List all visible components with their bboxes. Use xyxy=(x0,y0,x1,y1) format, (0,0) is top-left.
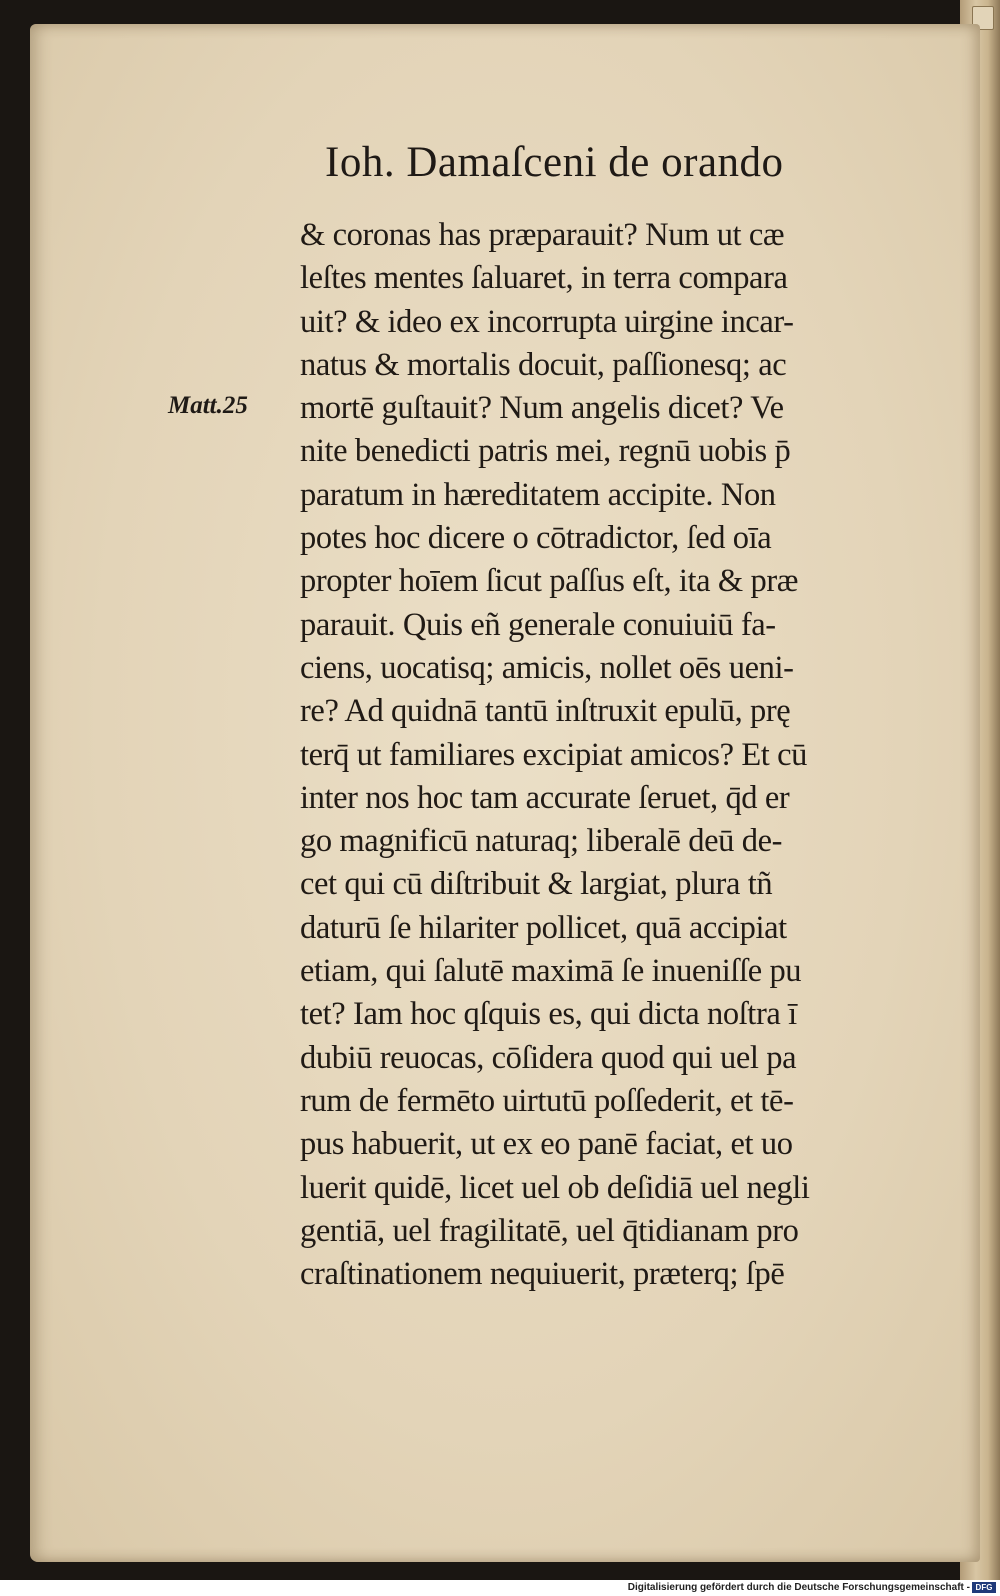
dfg-logo: DFG xyxy=(972,1582,996,1593)
text-line: terq̄ ut familiares excipiat amicos? Et cū xyxy=(300,736,807,773)
text-line: mortē guſtauit? Num angelis dicet? Ve xyxy=(300,390,784,427)
text-line: leſtes mentes ſaluaret, in terra compara xyxy=(300,260,788,297)
text-line: & coronas has præparauit? Num ut cæ xyxy=(300,217,785,253)
text-line: natus & mortalis docuit, paſſionesq; ac xyxy=(300,346,787,383)
text-line: paratum in hæreditatem accipite. Non xyxy=(300,476,776,513)
text-line: craſtinationem nequiuerit, præterq; ſpē xyxy=(300,1256,785,1293)
text-line: pus habuerit, ut ex eo panē faciat, et uo xyxy=(300,1126,793,1163)
text-line: potes hoc dicere o cōtradictor, ſed oīa xyxy=(300,520,772,557)
text-line: gentiā, uel fragilitatē, uel q̄tidianam pro xyxy=(300,1212,799,1249)
text-line: re? Ad quidnā tantū inſtruxit epulū, prę xyxy=(300,693,791,730)
text-line: cet qui cū diſtribuit & largiat, plura tñ xyxy=(300,866,773,903)
body-text xyxy=(300,214,940,1296)
text-line: uit? & ideo ex incorrupta uirgine incar- xyxy=(300,303,794,340)
text-line: inter nos hoc tam accurate ſeruet, q̄d er xyxy=(300,779,790,816)
text-line: go magnificū naturaq; liberalē deū de- xyxy=(300,823,783,860)
text-line: luerit quidē, licet uel ob deſidiā uel negli xyxy=(300,1169,810,1206)
text-line: propter hoīem ſicut paſſus eſt, ita & præ xyxy=(300,563,799,600)
text-line: dubiū reuocas, cōſidera quod qui uel pa xyxy=(300,1039,797,1076)
text-line: nite benedicti patris mei, regnū uobis p̄ xyxy=(300,433,791,470)
text-line: daturū ſe hilariter pollicet, quā accipiat xyxy=(300,909,787,946)
text-line: parauit. Quis eñ generale conuiuiū fa- xyxy=(300,606,776,643)
running-head: Ioh. Damaſceni de orando xyxy=(325,139,784,186)
margin-note: Matt.25 xyxy=(168,392,248,419)
text-line: etiam, qui ſalutē maximā ſe inueniſſe pu xyxy=(300,953,802,990)
digitization-credit: Digitalisierung gefördert durch die Deutsche Forschungsgemeinschaft - xyxy=(627,1582,970,1593)
text-line: tet? Iam hoc qſquis es, qui dicta noſtra ī xyxy=(300,996,797,1033)
text-line: rum de fermēto uirtutū poſſederit, et tē- xyxy=(300,1082,794,1119)
text-line: ciens, uocatisq; amicis, nollet oēs ueni- xyxy=(300,649,794,686)
